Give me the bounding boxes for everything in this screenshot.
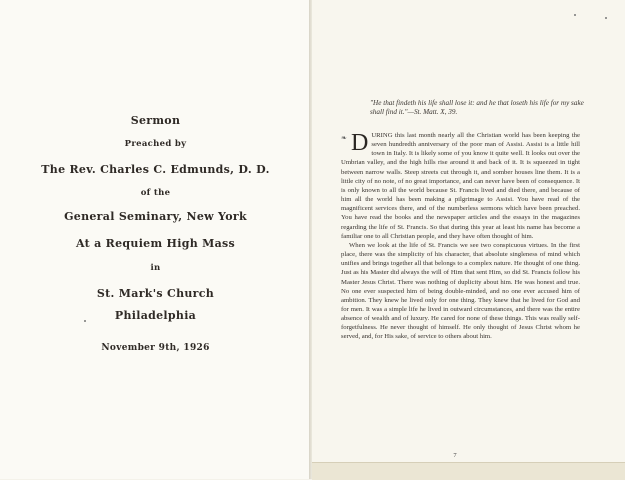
preached-by-line: Preached by	[124, 139, 187, 149]
sermon-title: Sermon	[130, 114, 181, 127]
left-page	[0, 0, 311, 479]
page-bottom-edge	[312, 462, 625, 480]
author-name: The Rev. Charles C. Edmunds, D. D.	[41, 163, 270, 176]
church-line: St. Mark's Church	[96, 287, 215, 300]
mass-line: At a Requiem High Mass	[75, 237, 236, 250]
epigraph: "He that findeth his life shall lose it: and he that loseth his life for my sake shall find it."—St. Matt. X, 39.	[370, 99, 584, 116]
sermon-body	[341, 131, 580, 342]
paragraph-1	[341, 131, 580, 241]
paragraph-1-text: URING this last month nearly all the Christian world has been keeping the seven hundredth anniversary of the poor man of Assisi. Assisi is a little hill town in Italy. It is likely some of you know it quite well. It looks out over the Umbrian valley, and the high hills rise around it and back of it. It is squeezed in tight between narrow walls. Steep streets cut through it, and somber houses line them. It is a little city of no note, of no great importance, and can never have been of consequence. It is only known to all the world because St. Francis lived and died there, and because of him all the world has been making a pilgrimage to Assisi. You have read of the magnificent services there, and of the numberless sermons which have been preached. You have read the books and the newspaper articles and the essays in the magazines regarding the life of St. Francis. So that during this year at least his name has become a familiar one to all Christian people, and they have often thought of him.	[341, 132, 580, 240]
of-the-line: of the	[140, 188, 171, 198]
in-line: in	[150, 263, 161, 273]
paragraph-2: When we look at the life of St. Francis we see two conspicuous virtues. In the first place, there was the simplicity of his character, that absolute singleness of mind which unifies and brings together all that belongs to a complex nature. He thought of one thing. Just as his Master did always the will of Him that sent Him, so did St. Francis follow his Master Jesus Christ. There was nothing of duplicity about him. He was honest and true. No one ever suspected him of being double-minded, and no one ever accused him of ambition. They knew he lived only for one thing. They knew that he lived for God and for men. It was a simple life he lived in outward circumstances, and there was the entire absence of wealth and of luxury. He cared for none of these things. This was really self-forgetfulness. He never thought of himself. He only thought of Jesus Christ whom he served, and, for His sake, of service to others about him.	[341, 241, 580, 341]
drop-cap: D	[351, 130, 369, 156]
ornament-icon: ❧	[341, 134, 347, 142]
city-line: Philadelphia	[114, 309, 197, 322]
speck-mark	[574, 14, 576, 16]
speck-mark	[605, 17, 607, 19]
speck-mark	[84, 320, 86, 322]
date-line: November 9th, 1926	[101, 343, 210, 353]
seminary-line: General Seminary, New York	[64, 210, 247, 223]
page-number: 7	[453, 452, 457, 459]
